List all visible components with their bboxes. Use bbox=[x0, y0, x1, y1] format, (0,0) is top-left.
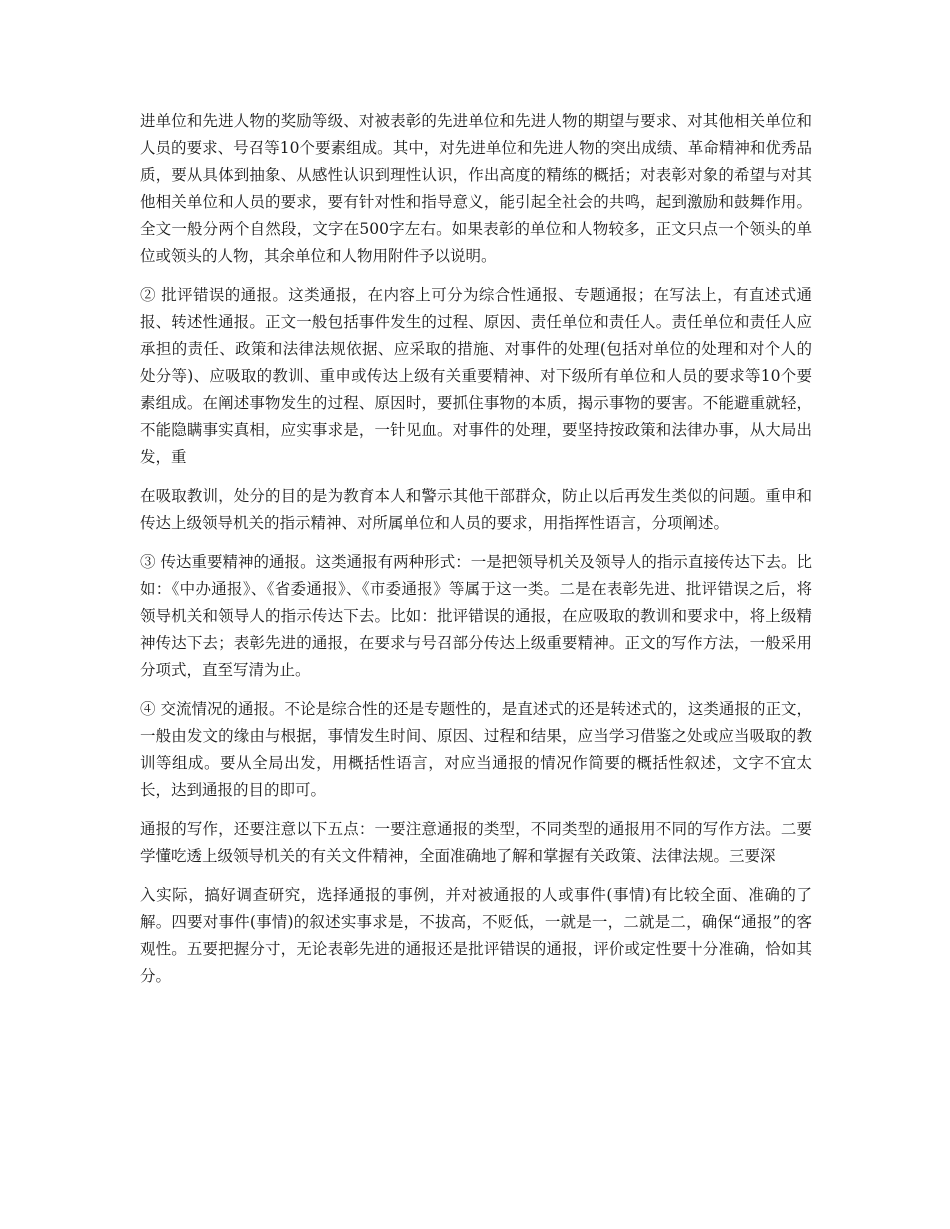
paragraph-information-exchange-notice: ④ 交流情况的通报。不论是综合性的还是专题性的，是直述式的还是转述式的，这类通报的正文，一般由发文的缘由与根据，事情发生时间、原因、过程和结果，应当学习借鉴之处或应当吸取的教训等组成。要从全局出发，用概括性语言，对应当通报的情况作简要的概括性叙述，文字不宜太长，达到通报的目的即可。 bbox=[140, 700, 812, 799]
paragraph-criticism-notice: ② 批评错误的通报。这类通报，在内容上可分为综合性通报、专题通报；在写法上，有直述式通报、转述性通报。正文一般包括事件发生的过程、原因、责任单位和责任人。责任单位和责任人应承担的责任、政策和法律法规依据、应采取的措施、对事件的处理(包括对单位的处理和对个人的处分等)、应吸取的教训、重申或传达上级有关重要精神、对下级所有单位和人员的要求等10个要素组成。在阐述事物发生的过程、原因时，要抓住事物的本质，揭示事物的要害。不能避重就轻，不能隐瞒事实真相，应实事求是，一针见血。对事件的处理，要坚持按政策和法律办事，从大局出发，重 bbox=[140, 286, 812, 466]
paragraph-commendation-elements: 进单位和先进人物的奖励等级、对被表彰的先进单位和先进人物的期望与要求、对其他相关单位和人员的要求、号召等10个要素组成。其中，对先进单位和先进人物的突出成绩、革命精神和优秀品质，要从具体到抽象、从感性认识到理性认识，作出高度的精练的概括；对表彰对象的希望与对其他相关单位和人员的要求，要有针对性和指导意义，能引起全社会的共鸣，起到激励和鼓舞作用。全文一般分两个自然段，文字在500字左右。如果表彰的单位和人物较多，正文只点一个领头的单位或领头的人物，其余单位和人物用附件予以说明。 bbox=[140, 112, 812, 265]
paragraph-lessons-learned: 在吸取教训，处分的目的是为教育本人和警示其他干部群众，防止以后再发生类似的问题。重申和传达上级领导机关的指示精神、对所属单位和人员的要求，用指挥性语言，分项阐述。 bbox=[140, 487, 812, 532]
document-body bbox=[140, 108, 812, 1002]
paragraph-writing-points-continued: 入实际，搞好调查研究，选择通报的事例，并对被通报的人或事件(事情)有比较全面、准确的了解。四要对事件(事情)的叙述实事求是，不拔高，不贬低，一就是一，二就是二，确保“通报”的客观性。五要把握分寸，无论表彰先进的通报还是批评错误的通报，评价或定性要十分准确，恰如其分。 bbox=[140, 886, 812, 985]
paragraph-writing-points: 通报的写作，还要注意以下五点：一要注意通报的类型，不同类型的通报用不同的写作方法。二要学懂吃透上级领导机关的有关文件精神，全面准确地了解和掌握有关政策、法律法规。三要深 bbox=[140, 820, 812, 865]
paragraph-spirit-transmission-notice: ③ 传达重要精神的通报。这类通报有两种形式：一是把领导机关及领导人的指示直接传达下去。比如：《中办通报》、《省委通报》、《市委通报》等属于这一类。二是在表彰先进、批评错误之后，将领导机关和领导人的指示传达下去。比如：批评错误的通报，在应吸取的教训和要求中，将上级精神传达下去；表彰先进的通报，在要求与号召部分传达上级重要精神。正文的写作方法，一般采用分项式，直至写清为止。 bbox=[140, 553, 812, 679]
